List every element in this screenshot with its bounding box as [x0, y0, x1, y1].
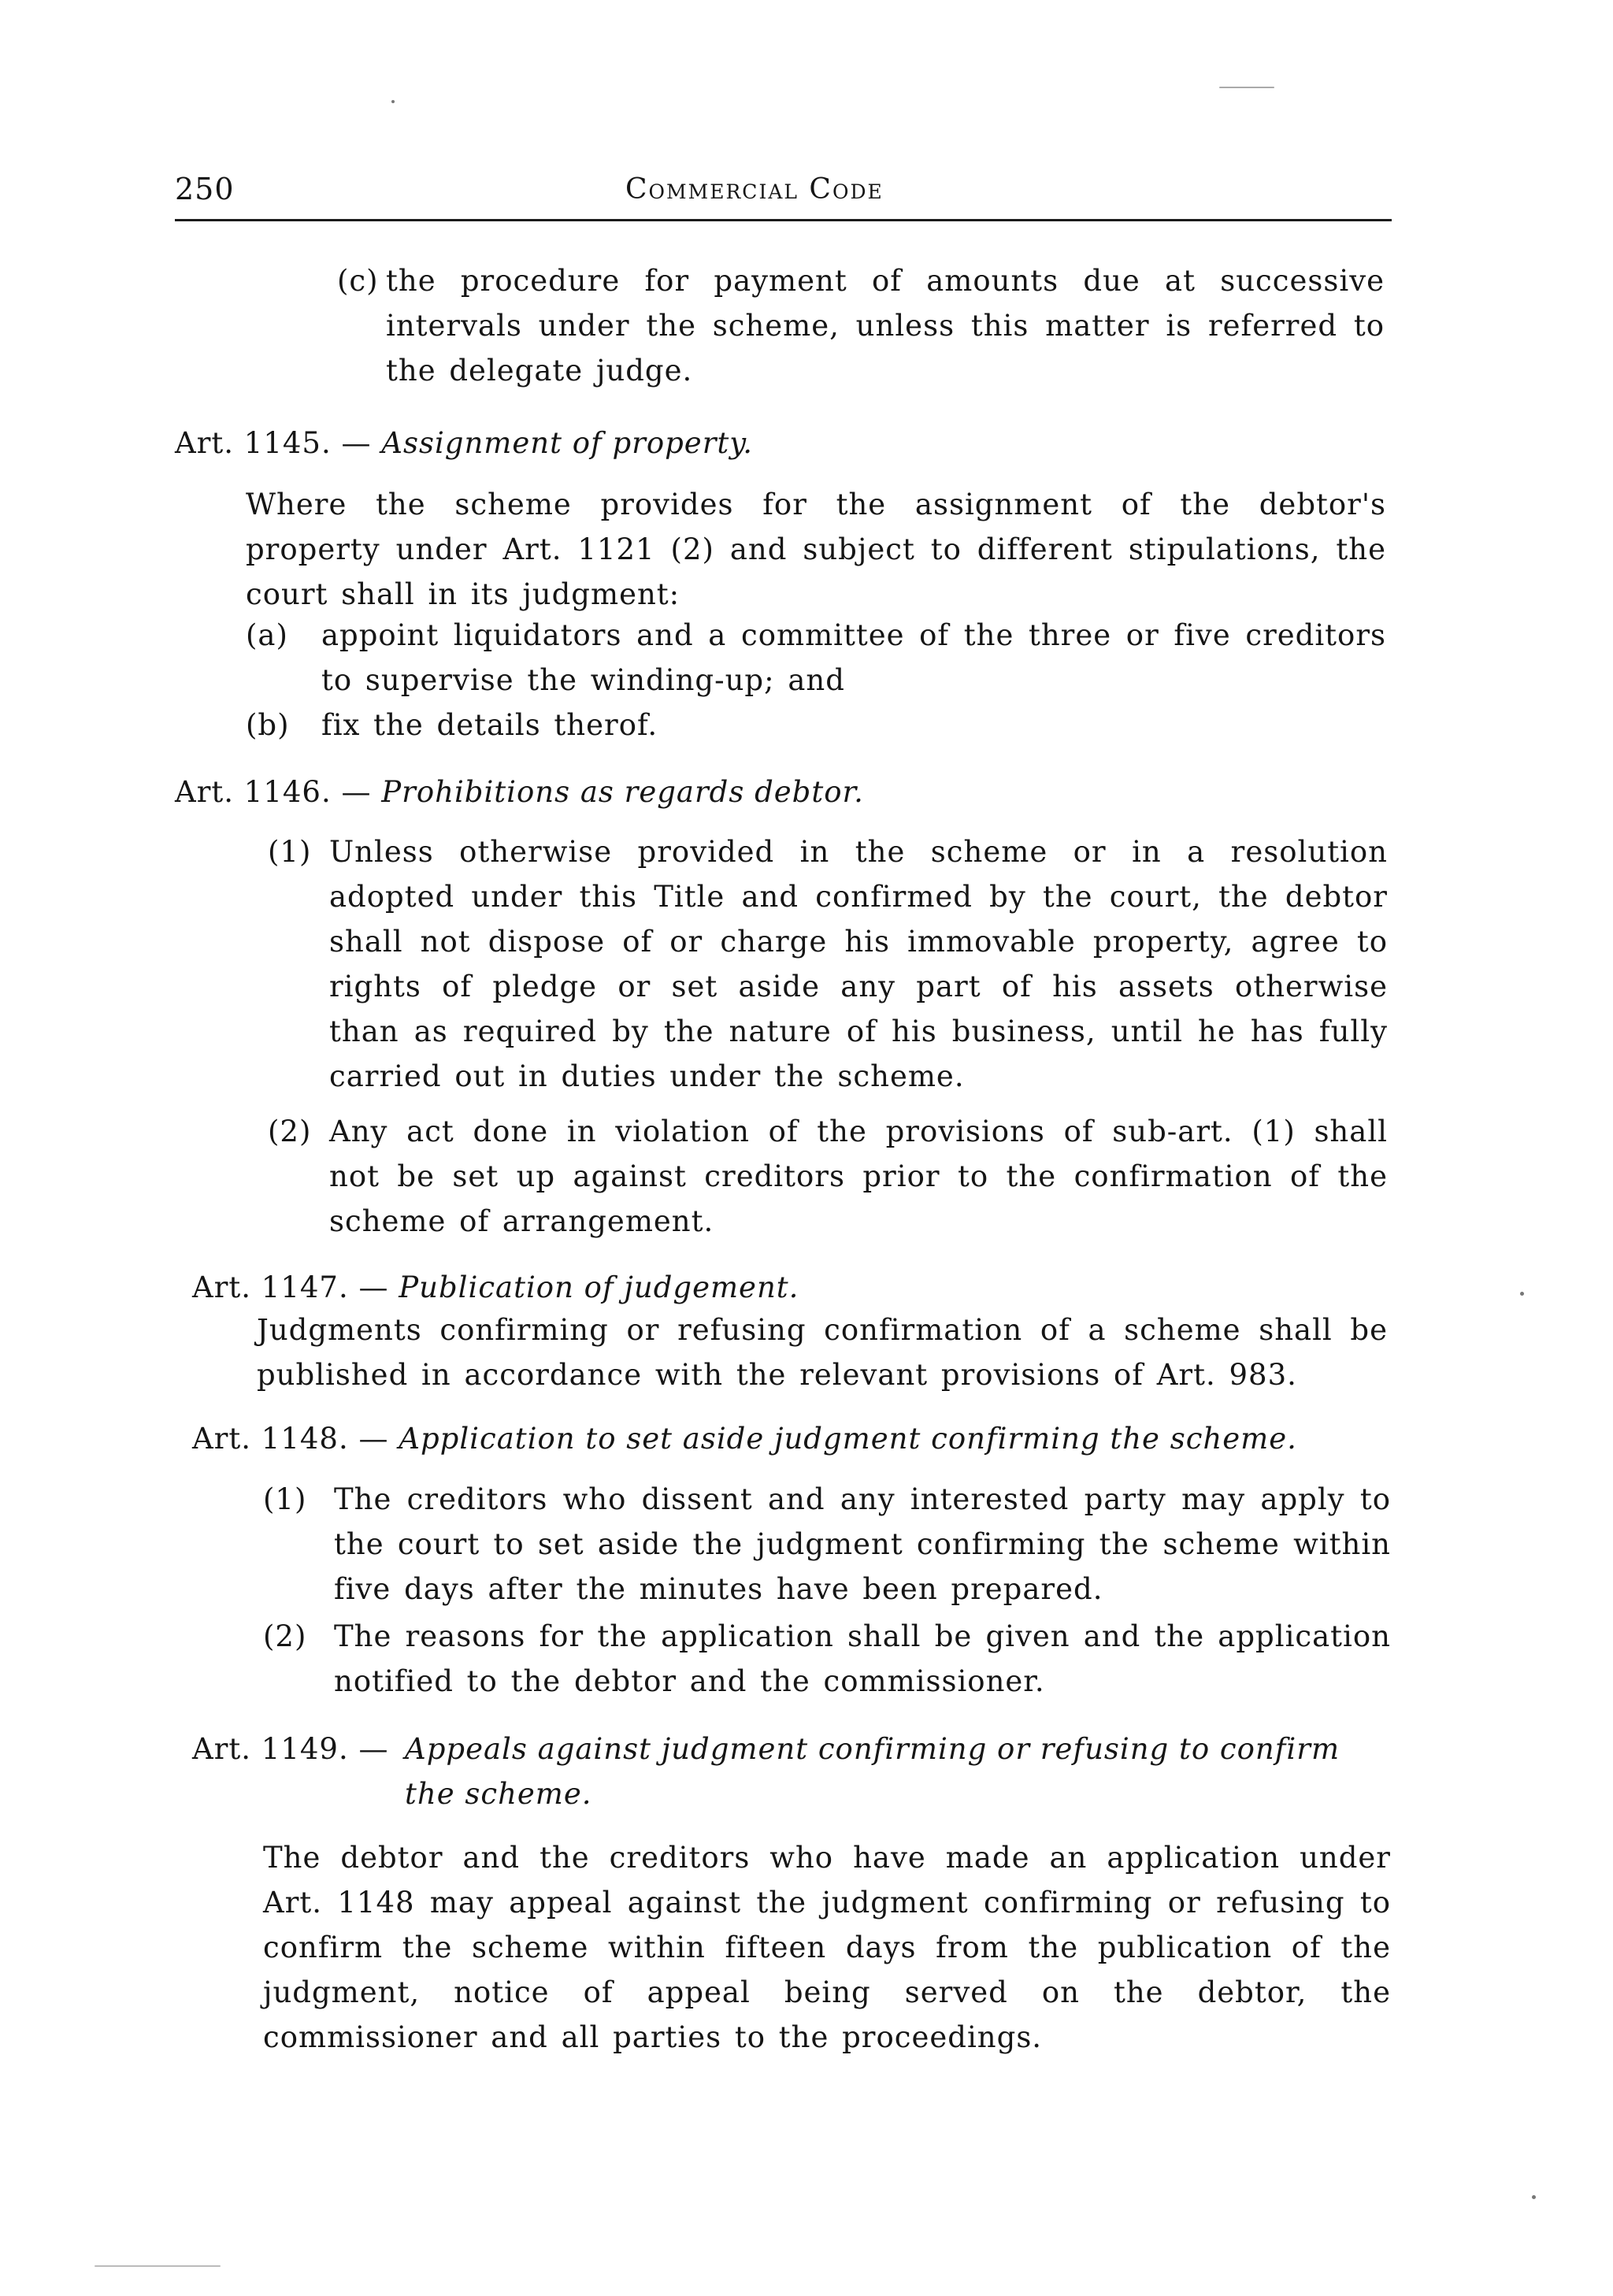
item-label: (2) [263, 1619, 307, 1653]
item-text: fix the details therof. [321, 708, 658, 742]
item-label: (1) [268, 835, 312, 869]
page-header [175, 172, 1388, 216]
scan-artifact [95, 2265, 221, 2267]
article-number: Art. 1146. — [175, 775, 372, 809]
list-item-1146-2 [268, 1109, 1388, 1244]
article-number: Art. 1145. — [175, 426, 372, 460]
item-label: (2) [268, 1115, 312, 1148]
running-title: Commercial Code [625, 173, 884, 206]
item-text: The creditors who dissent and any interested party may apply to the court to set aside the judgment confirming the scheme within five days after the minutes have been prepared. [334, 1482, 1391, 1606]
item-label: (c) [337, 264, 379, 298]
item-text: Unless otherwise provided in the scheme or in a resolution adopted under this Title and confirmed by the court, the debtor shall not dispose of or charge his immovable property, agree to rights of pledge or set aside any part of his assets otherwise than as required by the nature of his business, until he has fully carried out in duties under the scheme. [329, 835, 1388, 1093]
article-heading-1149 [192, 1727, 1389, 1816]
article-title: Appeals against judgment confirming or refusing to confirm the scheme. [405, 1732, 1340, 1811]
scan-artifact [391, 100, 395, 103]
article-number: Art. 1148. — [192, 1422, 389, 1456]
article-body-1149: The debtor and the creditors who have made an application under Art. 1148 may appeal against the judgment confirming or refusing to confirm the scheme within fifteen days from the publication of the judgment, notice of appeal being served on the debtor, the commissioner and all parties to the proceedings. [263, 1841, 1391, 2054]
list-item-1146-1 [268, 829, 1388, 1099]
article-body-1147: Judgments confirming or refusing confirmation of a scheme shall be published in accordance with the relevant provisions of Art. 983. [257, 1313, 1388, 1392]
scan-artifact [1532, 2195, 1536, 2199]
page-number: 250 [175, 172, 235, 206]
list-item-c [337, 258, 1385, 393]
article-intro-1145: Where the scheme provides for the assignment of the debtor's property under Art. 1121 (2) and subject to different stipulations, the court shall in its judgment: [246, 488, 1386, 611]
article-title: Prohibitions as regards debtor. [381, 775, 864, 809]
item-text: The reasons for the application shall be given and the application notified to the debtor and the commissioner. [334, 1619, 1391, 1698]
item-label: (1) [263, 1482, 307, 1516]
item-text: appoint liquidators and a committee of the three or five creditors to supervise the winding-up; and [321, 618, 1386, 697]
article-title: Application to set aside judgment confirming the scheme. [399, 1422, 1297, 1456]
scan-artifact [1219, 87, 1274, 88]
item-label: (a) [246, 618, 288, 652]
item-text: Any act done in violation of the provisions of sub-art. (1) shall not be set up against creditors prior to the confirmation of the scheme of arrangement. [329, 1115, 1388, 1238]
article-title: Publication of judgement. [399, 1270, 799, 1304]
article-number: Art. 1149. — [192, 1732, 389, 1766]
article-heading-1147 [192, 1265, 799, 1310]
article-title: Assignment of property. [381, 426, 754, 460]
list-item-1148-1 [263, 1477, 1391, 1612]
header-rule [175, 219, 1392, 221]
list-item-a [246, 613, 1386, 703]
list-item-b [246, 703, 1386, 747]
item-label: (b) [246, 708, 290, 742]
article-heading-1148 [192, 1416, 1297, 1461]
article-heading-1146 [175, 770, 864, 814]
list-item-1148-2 [263, 1614, 1391, 1704]
article-heading-1145 [175, 421, 753, 466]
item-text: the procedure for payment of amounts due at successive intervals under the scheme, unless this matter is referred to the delegate judge. [386, 264, 1385, 388]
scan-artifact [1520, 1292, 1524, 1296]
article-number: Art. 1147. — [192, 1270, 389, 1304]
